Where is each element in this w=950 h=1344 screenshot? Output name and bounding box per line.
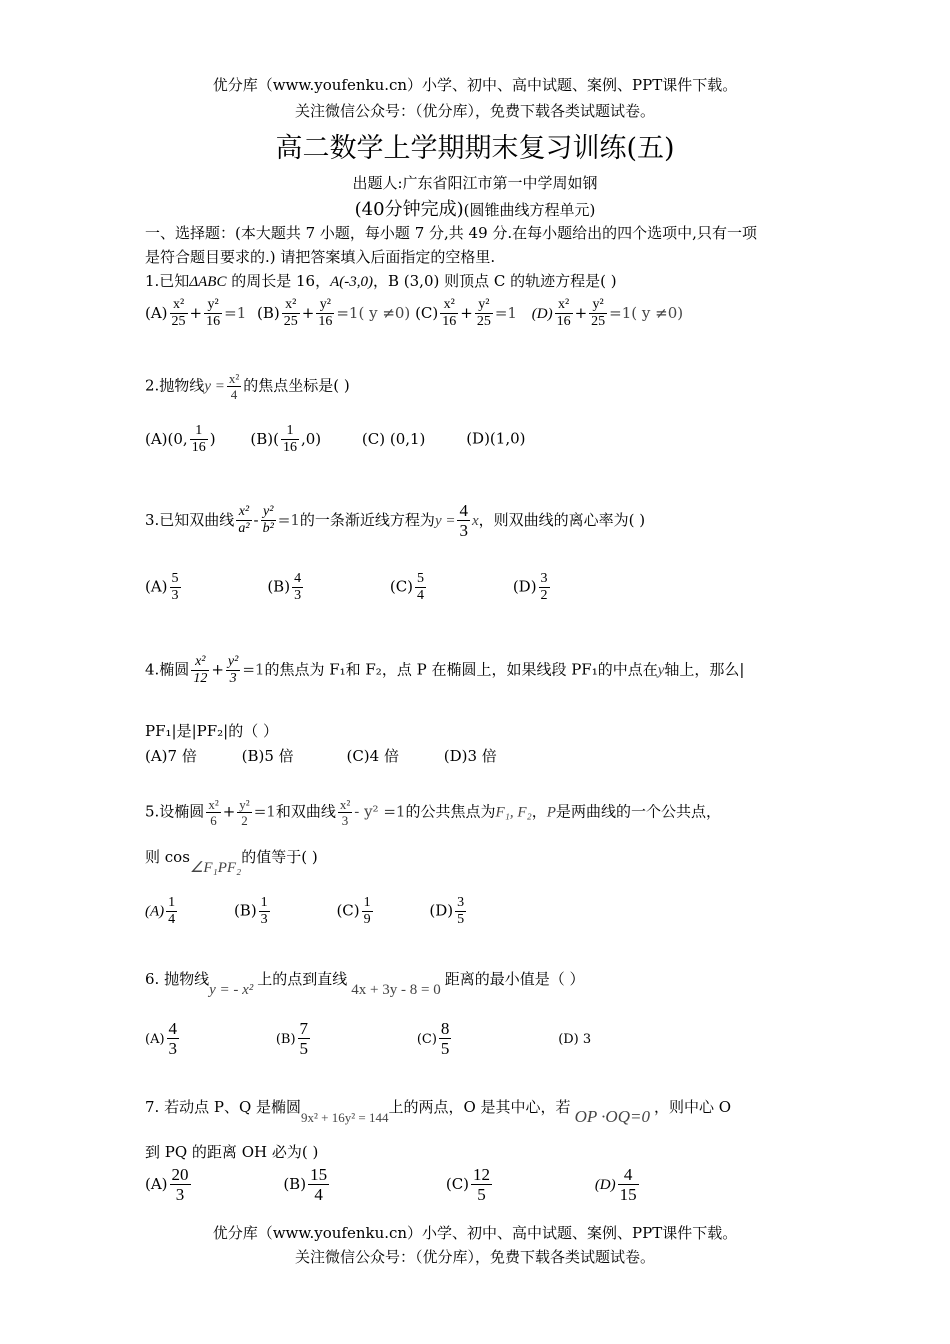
q7-ellipse: 9x² + 16y² = 144 bbox=[301, 1110, 389, 1125]
q1-b-num1: x² bbox=[285, 297, 297, 312]
q6-stem-b: 上的点到直线 bbox=[257, 970, 348, 988]
footer-line-1: 优分库（www.youfenku.cn）小学、初中、高中试题、案例、PPT课件下载。 bbox=[212, 1224, 738, 1242]
q3-asym-x: x bbox=[471, 512, 479, 529]
question-5-stem bbox=[145, 798, 721, 827]
q4-eq: =1 bbox=[242, 660, 265, 679]
duration: (40分钟完成) bbox=[354, 199, 464, 220]
q5-b-num: 1 bbox=[260, 895, 268, 910]
q1-option-d: (D) $\frac{\text{x²}}{16}$ + $\frac{\text{y²}}{25}$ =1( y ≠0) bbox=[531, 297, 684, 329]
question-1-options bbox=[145, 298, 683, 329]
q5-option-c bbox=[336, 896, 374, 927]
q1-stem-a: 1.已知 bbox=[145, 272, 190, 290]
q6-stem-a: 6. 抛物线 bbox=[145, 970, 210, 988]
q7-d-num: 4 bbox=[623, 1165, 633, 1184]
question-6-stem bbox=[145, 968, 585, 998]
q1-d-den1: 16 bbox=[556, 313, 571, 329]
q3-c-label: (C) bbox=[389, 577, 414, 596]
q5-d-num: 3 bbox=[457, 895, 465, 910]
q3-asym-den: 3 bbox=[459, 520, 468, 540]
q2-option-c: (C) (0,1) bbox=[361, 429, 426, 448]
q7-b-num: 15 bbox=[310, 1165, 328, 1184]
q5-e-plus: + bbox=[222, 802, 236, 821]
q6-option-a bbox=[145, 1020, 181, 1058]
q1-option-b: (B) $\frac{\text{x²}}{25}$ + $\frac{\text{y²}}{16}$ =1( y ≠0) bbox=[257, 297, 411, 329]
q5-d-label: (D) bbox=[429, 901, 454, 920]
q3-b-label: (B) bbox=[267, 577, 291, 596]
q2-a-pre: (A)(0, bbox=[145, 429, 188, 448]
q2-a-post: ) bbox=[209, 429, 216, 448]
q1-option-a-label: (A) bbox=[145, 303, 168, 322]
q5-option-d bbox=[429, 896, 468, 927]
q3-eq: =1 bbox=[277, 510, 300, 529]
q5-option-b bbox=[234, 896, 272, 927]
q5-b-den: 3 bbox=[260, 911, 268, 927]
q6-c-num: 8 bbox=[440, 1019, 450, 1038]
question-7-options bbox=[145, 1166, 701, 1204]
q3-asym-num: 4 bbox=[459, 501, 468, 520]
q2-stem-a: 2.抛物线 bbox=[145, 376, 205, 395]
q3-b-den: 3 bbox=[294, 587, 302, 603]
q3-num2: y² bbox=[262, 504, 274, 520]
q2-a-den: 16 bbox=[191, 439, 206, 455]
q2-a-num: 1 bbox=[195, 423, 203, 438]
q1-triangle: ΔABC bbox=[189, 274, 227, 290]
q3-num1: x² bbox=[238, 504, 250, 520]
q1-option-c-label: (C) bbox=[415, 303, 439, 322]
q4-num2: y² bbox=[227, 654, 239, 669]
question-5-options bbox=[145, 896, 528, 927]
q1-a-num1: x² bbox=[172, 297, 185, 312]
q5-h-rest: - y² =1 bbox=[354, 802, 406, 821]
q4-den1: 12 bbox=[193, 670, 208, 686]
q1-b-num2: y² bbox=[319, 297, 331, 312]
q1-d-tail: =1( y ≠0) bbox=[609, 303, 684, 322]
q5-e-den1: 6 bbox=[206, 812, 220, 828]
q3-stem-c: ，则双曲线的离心率为( ) bbox=[478, 510, 646, 529]
q6-a-label: (A) bbox=[145, 1031, 165, 1047]
q1-option-d-label: (D) bbox=[531, 305, 553, 322]
q4-option-a: (A)7 倍 bbox=[145, 747, 197, 765]
q5-option-a bbox=[145, 896, 179, 927]
q1-b-den2: 16 bbox=[318, 313, 333, 329]
q2-b-post: ,0) bbox=[300, 429, 322, 448]
question-2-options bbox=[145, 424, 525, 455]
q4-stem-a: 4.椭圆 bbox=[145, 660, 190, 679]
q7-option-b bbox=[283, 1166, 331, 1204]
q7-a-label: (A) bbox=[145, 1174, 168, 1193]
q3-minus: - bbox=[253, 510, 259, 529]
q3-d-den: 2 bbox=[540, 587, 548, 603]
q5-pvar: P bbox=[546, 804, 556, 821]
unit: (圆锥曲线方程单元) bbox=[463, 201, 596, 219]
q7-dot-product: OP ·OQ=0 bbox=[574, 1107, 650, 1126]
question-5-stem-cont bbox=[145, 846, 318, 876]
q4-option-b: (B)5 倍 bbox=[241, 747, 294, 765]
q4-option-c: (C)4 倍 bbox=[346, 747, 399, 765]
q3-asym-lhs: y = bbox=[434, 512, 456, 529]
question-7-stem bbox=[145, 1096, 732, 1126]
q4-stem-c: 轴上，那么| bbox=[664, 660, 745, 679]
q1-option-a: (A) $\frac{\text{x²}}{25}$ + $\frac{\text{y²}}{16}$ =1 bbox=[145, 297, 247, 329]
q7-a-den: 3 bbox=[170, 1184, 191, 1204]
q2-stem-b: 的焦点坐标是( ) bbox=[243, 376, 350, 395]
q5-stem-b: 和双曲线 bbox=[275, 802, 336, 821]
q7-option-d bbox=[595, 1166, 641, 1204]
q3-option-b bbox=[267, 572, 305, 603]
q7-a-num: 20 bbox=[171, 1165, 189, 1184]
q3-a-num: 5 bbox=[171, 571, 179, 586]
header-line-2: 关注微信公众号：（优分库），免费下载各类试题试卷。 bbox=[294, 102, 655, 120]
q6-stem-c: 距离的最小值是（ ） bbox=[444, 970, 585, 988]
q1-c-den1: 16 bbox=[442, 313, 457, 329]
q5-stem-e: 是两曲线的一个公共点， bbox=[555, 802, 721, 821]
q3-d-label: (D) bbox=[512, 577, 537, 596]
q4-plus: + bbox=[211, 660, 224, 679]
q1-point-a: A(-3,0) bbox=[330, 274, 373, 290]
question-3-options bbox=[145, 572, 612, 603]
q3-b-num: 4 bbox=[294, 571, 302, 586]
q5-stem-g: 的值等于( ) bbox=[241, 848, 318, 866]
q1-stem-b: 的周长是 16， bbox=[226, 272, 331, 290]
q1-a-den2: 16 bbox=[206, 313, 221, 329]
q4-yvar: y bbox=[657, 662, 665, 679]
q5-e-den2: 2 bbox=[237, 812, 251, 828]
q1-d-num1: x² bbox=[557, 297, 570, 312]
q6-b-den: 5 bbox=[299, 1038, 309, 1058]
q4-den2: 3 bbox=[226, 670, 240, 687]
q6-c-den: 5 bbox=[440, 1038, 450, 1058]
q5-h-den1: 3 bbox=[338, 812, 352, 828]
q2-b-num: 1 bbox=[286, 423, 294, 438]
q3-a-label: (A) bbox=[145, 577, 168, 596]
q1-a-den1: 25 bbox=[171, 313, 186, 329]
q6-a-den: 3 bbox=[168, 1038, 178, 1058]
q6-option-c bbox=[417, 1020, 454, 1058]
q7-c-num: 12 bbox=[473, 1165, 491, 1184]
q6-line: 4x + 3y - 8 = 0 bbox=[351, 982, 441, 998]
q1-d-num2: y² bbox=[592, 297, 604, 312]
q1-b-tail: =1( y ≠0) bbox=[336, 303, 411, 322]
q4-num1: x² bbox=[195, 654, 206, 669]
q5-e-num2: y² bbox=[239, 797, 250, 812]
q6-option-b bbox=[276, 1020, 312, 1058]
q5-b-label: (B) bbox=[233, 901, 257, 920]
question-4-options bbox=[145, 745, 497, 766]
q1-d-den2: 25 bbox=[591, 313, 606, 329]
question-3-stem bbox=[145, 502, 645, 540]
q1-b-den1: 25 bbox=[283, 313, 298, 329]
question-2-stem bbox=[145, 372, 350, 401]
q3-stem-b: 的一条渐近线方程为 bbox=[299, 510, 435, 529]
q5-h-num1: x² bbox=[339, 797, 351, 812]
q4-option-d: (D)3 倍 bbox=[443, 747, 497, 765]
q6-a-num: 4 bbox=[168, 1019, 178, 1038]
page-title: 高二数学上学期期末复习训练(五) bbox=[275, 133, 675, 164]
q1-c-num2: y² bbox=[478, 297, 490, 312]
q1-c-tail: =1 bbox=[494, 303, 517, 322]
q5-a-label: (A) bbox=[145, 903, 165, 920]
q7-option-c bbox=[446, 1166, 494, 1204]
q5-a-den: 4 bbox=[168, 911, 176, 927]
author-line: 出题人:广东省阳江市第一中学周如钢 bbox=[352, 174, 598, 192]
q1-option-c: (C) $\frac{\text{x²}}{16}$ + $\frac{\text{y²}}{25}$ =1 bbox=[415, 297, 517, 329]
q3-option-c bbox=[390, 572, 428, 603]
q4-stem-b: 的焦点为 F₁和 F₂，点 P 在椭圆上，如果线段 PF₁的中点在 bbox=[264, 660, 658, 679]
q7-stem-c: ，则中心 O bbox=[653, 1098, 732, 1116]
q5-e-num1: x² bbox=[208, 797, 219, 812]
q7-b-label: (B) bbox=[283, 1174, 307, 1193]
q1-option-b-label: (B) bbox=[257, 303, 280, 322]
q1-c-num1: x² bbox=[443, 297, 455, 312]
q5-stem-a: 5.设椭圆 bbox=[145, 802, 205, 821]
q5-c-den: 9 bbox=[363, 911, 371, 927]
question-6-options bbox=[145, 1020, 591, 1058]
question-7-stem-cont: 到 PQ 的距离 OH 必为( ) bbox=[145, 1143, 319, 1161]
q5-c-num: 1 bbox=[363, 895, 371, 910]
question-4-stem-cont: PF₁|是|PF₂|的（ ） bbox=[145, 722, 278, 740]
q1-a-tail: =1 bbox=[224, 303, 247, 322]
q5-angle: ∠F₁PF₂ bbox=[189, 860, 242, 876]
q2-b-den: 16 bbox=[282, 439, 297, 455]
header-line-1: 优分库（www.youfenku.cn）小学、初中、高中试题、案例、PPT课件下载。 bbox=[212, 76, 738, 94]
q2-option-b bbox=[250, 423, 322, 455]
q7-option-a bbox=[145, 1166, 193, 1204]
q5-c-label: (C) bbox=[336, 901, 360, 920]
q3-a-den: 3 bbox=[171, 587, 179, 603]
q1-a-num2: y² bbox=[207, 297, 219, 312]
instructions-line-2: 是符合题目要求的.) 请把答案填入后面指定的空格里. bbox=[145, 248, 496, 266]
footer-line-2: 关注微信公众号：（优分库），免费下载各类试题试卷。 bbox=[294, 1248, 655, 1266]
q1-stem-c: ，B (3,0) 则顶点 C 的轨迹方程是( ) bbox=[372, 272, 617, 290]
q5-stem-d: ， bbox=[531, 802, 547, 821]
q3-d-num: 3 bbox=[540, 571, 548, 586]
q2-num: x² bbox=[228, 371, 240, 386]
q2-option-d: (D)(1,0) bbox=[466, 429, 526, 448]
q2-option-a bbox=[145, 423, 216, 455]
q7-d-den: 15 bbox=[619, 1184, 637, 1204]
q3-option-d bbox=[513, 572, 552, 603]
q5-d-den: 5 bbox=[457, 911, 465, 927]
duration-line bbox=[0, 195, 950, 221]
q3-c-den: 4 bbox=[417, 587, 425, 603]
q2-b-pre: (B)( bbox=[250, 429, 279, 448]
q3-den1: a² bbox=[238, 520, 250, 536]
q7-stem-b: 上的两点，O 是其中心，若 bbox=[388, 1098, 571, 1116]
q6-c-label: (C) bbox=[416, 1031, 437, 1047]
q6-b-label: (B) bbox=[275, 1031, 296, 1047]
q6-b-num: 7 bbox=[299, 1019, 309, 1038]
q6-curve: y = - x² bbox=[209, 982, 254, 998]
q7-c-den: 5 bbox=[471, 1184, 492, 1204]
q5-foci: F₁, F₂ bbox=[495, 804, 532, 821]
q7-c-label: (C) bbox=[445, 1174, 470, 1193]
q1-c-den2: 25 bbox=[476, 313, 491, 329]
question-1-stem bbox=[145, 270, 617, 291]
question-4-stem bbox=[145, 655, 744, 686]
q7-b-den: 4 bbox=[308, 1184, 329, 1204]
q3-option-a bbox=[145, 572, 183, 603]
q7-stem-a: 7. 若动点 P、Q 是椭圆 bbox=[145, 1098, 302, 1116]
q2-lhs: y = bbox=[204, 378, 225, 395]
q5-a-num: 1 bbox=[168, 895, 176, 910]
instructions-line-1: 一、选择题：(本大题共 7 小题，每小题 7 分,共 49 分.在每小题给出的四个选项中,只有一项 bbox=[145, 224, 757, 242]
q3-den2: b² bbox=[262, 520, 274, 536]
q2-den: 4 bbox=[227, 386, 241, 402]
q3-stem-a: 3.已知双曲线 bbox=[145, 510, 235, 529]
q5-e-eq: =1 bbox=[253, 802, 276, 821]
q5-stem-c: 的公共焦点为 bbox=[405, 802, 496, 821]
q3-c-num: 5 bbox=[417, 571, 425, 586]
q7-d-label: (D) bbox=[594, 1176, 616, 1193]
q5-stem-f: 则 cos bbox=[145, 848, 190, 866]
q6-option-d: (D) 3 bbox=[558, 1031, 592, 1047]
